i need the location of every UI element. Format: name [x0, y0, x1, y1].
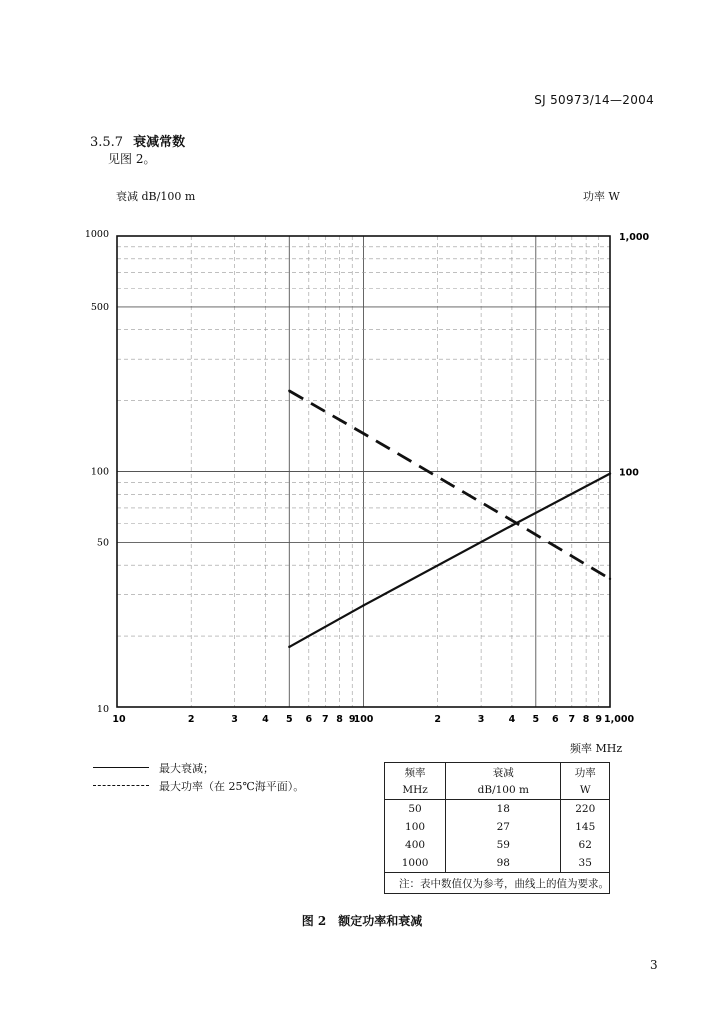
- y-left-tick-label: 500: [90, 301, 109, 313]
- table-note-row: [385, 873, 610, 894]
- x-tick-label: 7: [322, 714, 329, 725]
- data-point: [362, 432, 364, 434]
- data-table: [384, 762, 610, 894]
- table-row: [385, 800, 610, 819]
- unit-frequency: MHz: [385, 781, 446, 800]
- legend-power-label: 最大功率（在 25℃海平面）。: [159, 780, 305, 793]
- section-number: 3.5.7: [90, 135, 124, 150]
- legend-dashed-line: [93, 785, 149, 786]
- table-cell: 100: [385, 818, 446, 836]
- y-right-tick-label: 100: [619, 467, 639, 479]
- header-power: 功率: [561, 763, 610, 782]
- tick-labels: [85, 229, 650, 725]
- header-frequency: 频率: [385, 763, 446, 782]
- x-tick-label: 8: [336, 714, 343, 725]
- unit-power: W: [561, 781, 610, 800]
- x-tick-label: 10: [112, 714, 126, 725]
- y-left-tick-label: 50: [96, 537, 109, 549]
- table-cell: 145: [561, 818, 610, 836]
- figure-title: 额定功率和衰减: [338, 914, 423, 928]
- data-point: [362, 604, 364, 606]
- x-tick-label: 4: [262, 714, 269, 725]
- series-max-power-line: [289, 391, 610, 579]
- x-tick-label: 2: [434, 714, 442, 725]
- data-point: [511, 524, 513, 526]
- table-cell: 220: [561, 800, 610, 819]
- table-row: [385, 818, 610, 836]
- table-cell: 98: [446, 854, 561, 873]
- x-tick-label: 9: [348, 714, 356, 725]
- y-axis-right-label: 功率 W: [583, 190, 620, 203]
- data-point: [609, 472, 611, 474]
- x-tick-label: 5: [532, 714, 540, 725]
- series-max-attenuation-line: [289, 474, 610, 647]
- x-tick-label: 2: [187, 714, 195, 725]
- data-point: [511, 519, 513, 521]
- legend-attenuation-label: 最大衰减；: [159, 762, 214, 775]
- y-left-tick-label: 1000: [84, 229, 109, 240]
- data-point: [288, 646, 290, 648]
- table-unit-row: [385, 781, 610, 800]
- y-left-tick-label: 100: [90, 466, 109, 478]
- x-tick-label: 7: [568, 714, 576, 725]
- x-tick-label: 100: [353, 714, 374, 725]
- x-tick-label: 6: [305, 714, 313, 725]
- header-attenuation: 衰减: [446, 763, 561, 782]
- document-code: SJ 50973/14—2004: [534, 93, 654, 107]
- x-tick-label: 8: [582, 714, 590, 725]
- figure-number: 图 2: [301, 914, 327, 928]
- table-cell: 1000: [385, 854, 446, 873]
- section-title: 衰减常数: [133, 135, 186, 150]
- data-table-wrapper: [384, 762, 610, 894]
- table-cell: 27: [446, 818, 561, 836]
- table-cell: 18: [446, 800, 561, 819]
- table-cell: 59: [446, 836, 561, 854]
- figure-caption: [0, 912, 724, 929]
- y-right-tick-label: 1,000: [619, 232, 650, 243]
- data-point: [609, 578, 611, 580]
- table-cell: 400: [385, 836, 446, 854]
- x-tick-label: 5: [285, 714, 293, 725]
- y-axis-left-label: 衰减 dB/100 m: [116, 190, 196, 203]
- x-tick-label: 6: [552, 714, 559, 725]
- table-cell: 50: [385, 800, 446, 819]
- x-tick-label: 3: [477, 714, 485, 725]
- x-tick-label: 9: [595, 714, 603, 725]
- data-point: [288, 390, 290, 392]
- table-row: [385, 854, 610, 873]
- x-tick-label: 4: [508, 714, 516, 725]
- y-left-tick-label: 10: [96, 704, 109, 715]
- x-tick-label: 1,000: [604, 714, 635, 725]
- table-row: [385, 836, 610, 854]
- table-cell: 62: [561, 836, 610, 854]
- page-number: 3: [650, 958, 658, 972]
- chart-grid: [117, 236, 610, 707]
- series-group: [288, 390, 611, 648]
- figure-reference: 见图 2。: [108, 152, 156, 166]
- table-cell: 35: [561, 854, 610, 873]
- table-note: 注：表中数值仅为参考，曲线上的值为要求。: [385, 873, 610, 894]
- x-axis-label: 频率 MHz: [570, 742, 623, 755]
- table-header-row: [385, 763, 610, 782]
- x-tick-label: 3: [231, 714, 238, 725]
- unit-attenuation: dB/100 m: [446, 781, 561, 800]
- legend-solid-line: [93, 767, 149, 768]
